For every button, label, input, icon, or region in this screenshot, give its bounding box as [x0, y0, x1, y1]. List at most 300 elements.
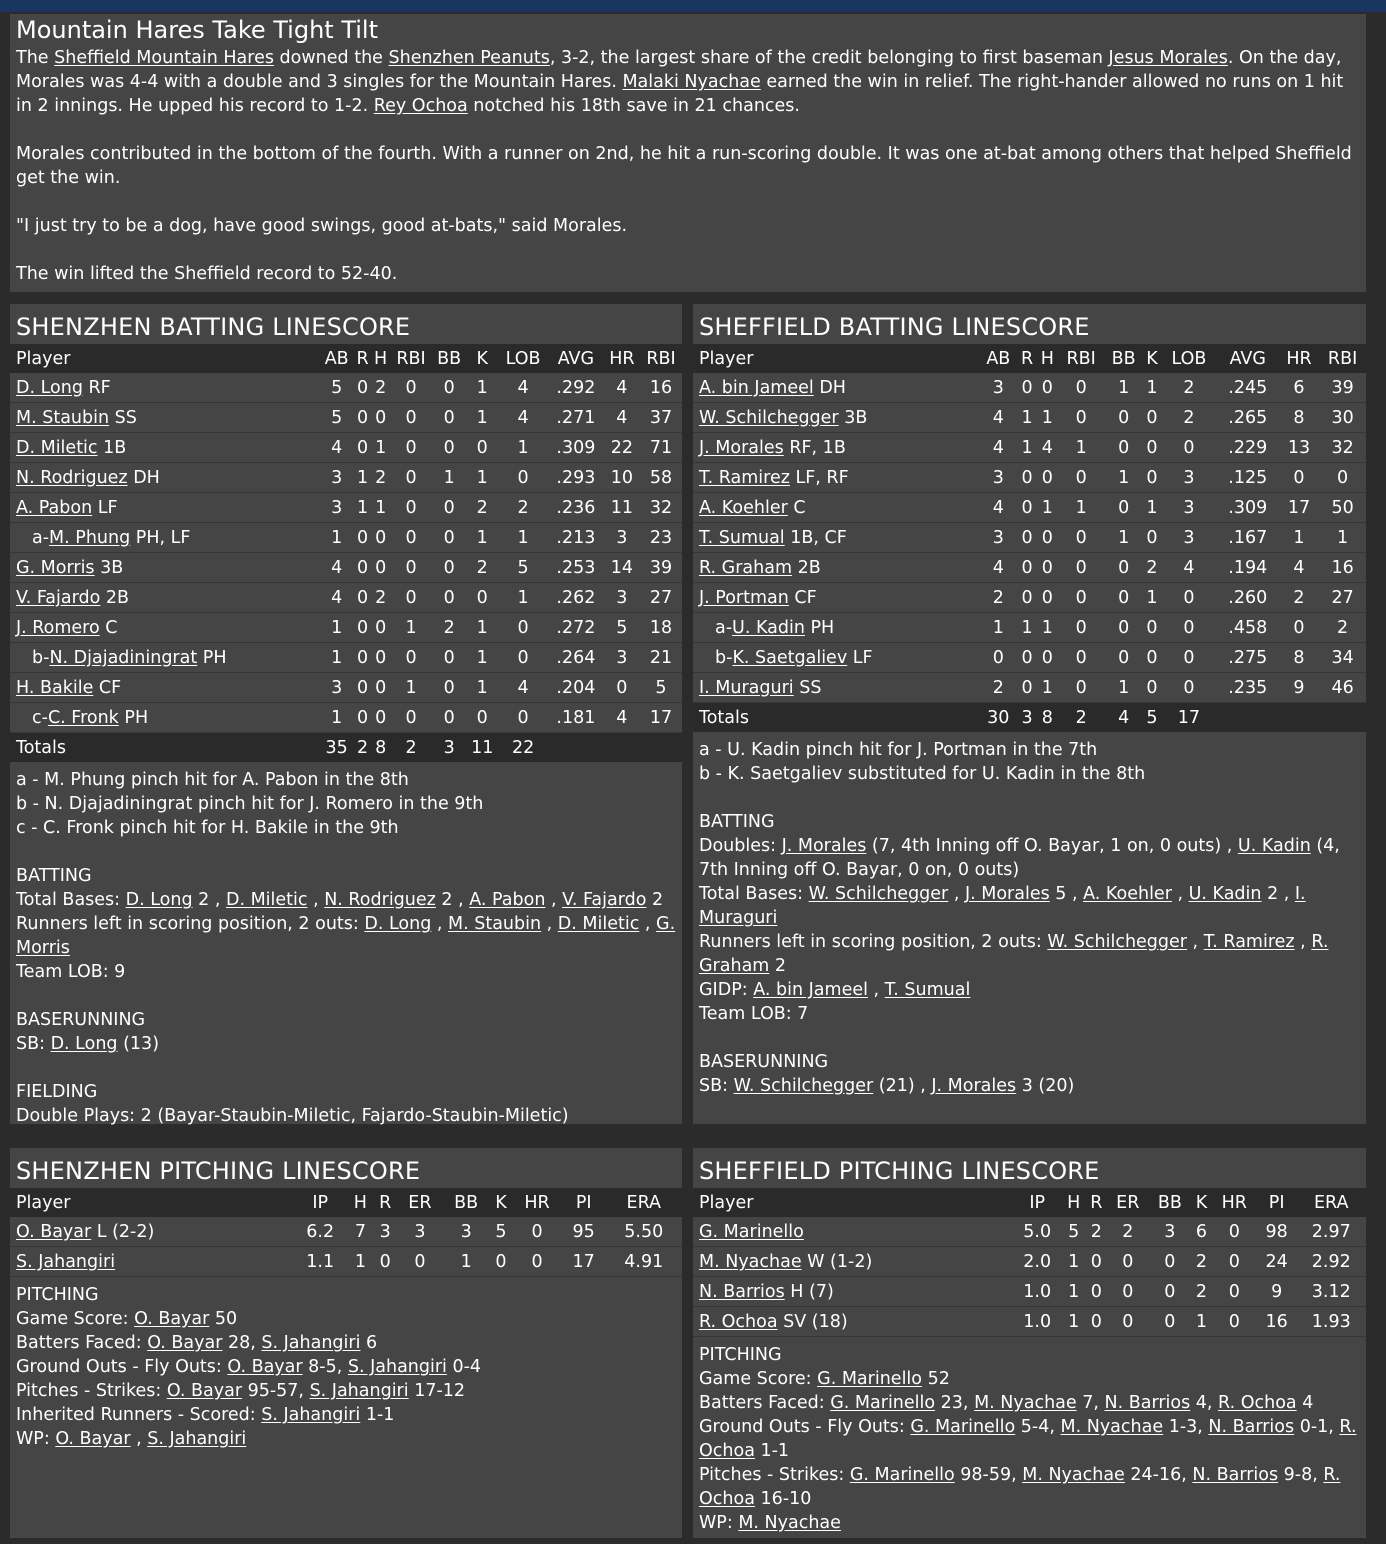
player-link[interactable]: S. Jahangiri [309, 1381, 409, 1401]
stat-cell: .293 [548, 463, 604, 493]
column-header[interactable]: R [373, 1188, 397, 1217]
text-run: 9-8, [1278, 1465, 1324, 1485]
spacer [16, 840, 676, 864]
player-link[interactable]: N. Rodriguez [324, 890, 436, 910]
player-link[interactable]: O. Bayar [134, 1309, 210, 1329]
player-link[interactable]: G. Marinello [849, 1465, 955, 1485]
player-link[interactable]: O. Bayar [147, 1333, 223, 1353]
column-header[interactable]: IP [293, 1188, 348, 1217]
player-link[interactable]: A. Koehler [1083, 884, 1172, 904]
stat-cell: 0 [354, 583, 371, 613]
text-run: , [130, 1429, 148, 1449]
text-run: 3 (20) [1016, 1076, 1075, 1096]
stat-cell: 3 [979, 523, 1017, 553]
player-link[interactable]: D. Long [50, 1034, 118, 1054]
player-position: SS [793, 677, 822, 698]
player-link[interactable]: A. Koehler [699, 497, 788, 518]
player-link[interactable]: R. Ochoa [699, 1311, 778, 1332]
column-header[interactable]: Player [693, 344, 979, 373]
stat-cell: 9 [1279, 673, 1319, 703]
stat-cell: 1 [1037, 613, 1058, 643]
stat-cell: 0 [1037, 643, 1058, 673]
player-link[interactable]: K. Saetgaliev [732, 647, 848, 668]
player-link[interactable]: M. Staubin [448, 914, 542, 934]
stat-cell: 0 [1212, 1217, 1257, 1247]
player-cell [10, 463, 320, 493]
column-header[interactable]: PI [562, 1188, 606, 1217]
column-header[interactable]: Player [693, 1188, 1012, 1217]
stat-cell: 0 [354, 403, 371, 433]
player-link[interactable]: J. Portman [699, 587, 789, 608]
stat-cell: .167 [1217, 523, 1279, 553]
player-link[interactable]: N. Rodriguez [16, 467, 128, 488]
column-header[interactable]: K [1191, 1188, 1211, 1217]
column-header[interactable]: Player [10, 1188, 293, 1217]
stat-cell: 2 [1319, 613, 1366, 643]
note-line [699, 1050, 1360, 1074]
text-run: Runners left in scoring position, 2 outs: [699, 932, 1048, 952]
player-link[interactable]: J. Morales [931, 1076, 1017, 1096]
stat-cell: 0 [1143, 463, 1161, 493]
note-line [16, 816, 676, 840]
player-position: PH [118, 707, 149, 728]
text-run: 1-1 [360, 1405, 395, 1425]
player-link[interactable]: M. Staubin [16, 407, 110, 428]
column-header[interactable]: K [490, 1188, 513, 1217]
column-header[interactable]: R [1085, 1188, 1107, 1217]
column-header[interactable]: IP [1012, 1188, 1062, 1217]
text-run: 4 [1296, 1393, 1314, 1413]
player-position: C [787, 497, 806, 518]
player-link[interactable]: V. Fajardo [16, 587, 101, 608]
stat-cell: 39 [640, 553, 682, 583]
player-position: DH [127, 467, 160, 488]
stat-cell: 0 [354, 433, 371, 463]
stat-cell: 1 [466, 613, 498, 643]
column-header[interactable]: H [347, 1188, 373, 1217]
stat-cell: 3 [1161, 463, 1217, 493]
table-row [693, 493, 1366, 523]
player-link[interactable]: N. Djajadiningrat [49, 647, 198, 668]
stat-cell: 1 [1037, 493, 1058, 523]
player-link[interactable]: D. Long [364, 914, 432, 934]
stat-cell: 1 [320, 703, 354, 733]
player-link[interactable]: S. Jahangiri [147, 1429, 247, 1449]
column-header[interactable]: HR [1279, 344, 1319, 373]
stat-cell: 0 [397, 1247, 443, 1277]
column-header[interactable]: RBI [390, 344, 432, 373]
player-link[interactable]: T. Ramirez [1203, 932, 1295, 952]
text-run: 4, [1190, 1393, 1219, 1413]
column-header[interactable]: K [1143, 344, 1161, 373]
player-link[interactable]: G. Marinello [699, 1221, 804, 1242]
column-header[interactable]: AB [979, 344, 1017, 373]
column-header[interactable]: H [371, 344, 390, 373]
table-row [10, 523, 682, 553]
column-header[interactable]: LOB [498, 344, 548, 373]
player-position: 2B [792, 557, 821, 578]
player-link[interactable]: R. Ochoa [699, 1465, 1341, 1509]
stat-cell: 27 [640, 583, 682, 613]
player-cell [10, 583, 320, 613]
table-header-row [693, 1188, 1366, 1217]
stat-cell: .194 [1217, 553, 1279, 583]
player-cell [693, 463, 979, 493]
column-header[interactable]: Player [10, 344, 320, 373]
sheffield-pitching-title: SHEFFIELD PITCHING LINESCORE [699, 1157, 1100, 1185]
player-cell [693, 553, 979, 583]
player-link[interactable]: R. Graham [699, 932, 1329, 976]
column-header[interactable]: AVG [548, 344, 604, 373]
stat-cell: 0 [432, 523, 466, 553]
player-link[interactable]: M. Nyachae [1022, 1465, 1125, 1485]
column-header[interactable]: HR [604, 344, 640, 373]
text-run: 1-3, [1163, 1417, 1209, 1437]
column-header[interactable]: HR [512, 1188, 562, 1217]
player-link[interactable]: Malaki Nyachae [622, 72, 761, 92]
stat-cell: 1.0 [1012, 1277, 1062, 1307]
player-link[interactable]: N. Barrios [1192, 1465, 1279, 1485]
player-link[interactable]: O. Bayar [227, 1357, 303, 1377]
stat-cell: 22 [604, 433, 640, 463]
spacer [16, 1056, 676, 1080]
player-link[interactable]: N. Barrios [1104, 1393, 1191, 1413]
column-header[interactable]: AVG [1217, 344, 1279, 373]
note-line [16, 1355, 676, 1379]
player-link[interactable]: I. Muraguri [699, 884, 1306, 928]
stat-cell: 17 [562, 1247, 606, 1277]
stat-cell: 1 [466, 673, 498, 703]
stat-cell: 0 [1105, 643, 1143, 673]
stat-cell: 0 [1058, 403, 1105, 433]
column-header[interactable]: RBI [640, 344, 682, 373]
stat-cell: 0 [1143, 613, 1161, 643]
stat-cell: 0 [1085, 1307, 1107, 1337]
sheffield-pitching-notes [693, 1337, 1366, 1535]
stat-cell: .265 [1217, 403, 1279, 433]
table-row [693, 463, 1366, 493]
player-position: 1B, CF [784, 527, 847, 548]
spacer [699, 1026, 1360, 1050]
player-link[interactable]: D. Miletic [557, 914, 640, 934]
player-link[interactable]: G. Morris [16, 914, 676, 958]
stat-cell: 1 [466, 643, 498, 673]
stat-cell: 0 [1058, 583, 1105, 613]
column-header[interactable]: ER [397, 1188, 443, 1217]
stat-cell: 3.12 [1297, 1277, 1367, 1307]
player-position: H (7) [784, 1281, 834, 1302]
player-link[interactable]: D. Miletic [16, 437, 98, 458]
text-run: Total Bases: [16, 890, 126, 910]
player-link[interactable]: A. bin Jameel [699, 377, 814, 398]
stat-cell: 0 [1017, 493, 1036, 523]
text-run: Runners left in scoring position, 2 outs: [16, 914, 365, 934]
player-link[interactable]: M. Nyachae [974, 1393, 1077, 1413]
text-run: 5 , [1049, 884, 1084, 904]
player-link[interactable]: U. Kadin [1188, 884, 1262, 904]
player-link[interactable]: M. Nyachae [699, 1251, 802, 1272]
column-header[interactable]: RBI [1058, 344, 1105, 373]
stat-cell: 5 [640, 673, 682, 703]
column-header[interactable]: ER [1107, 1188, 1148, 1217]
stat-cell: 2 [371, 373, 390, 403]
column-header[interactable]: RBI [1319, 344, 1366, 373]
player-link[interactable]: S. Jahangiri [261, 1333, 361, 1353]
table-row [10, 673, 682, 703]
player-link[interactable]: R. Ochoa [699, 1417, 1357, 1461]
player-link[interactable]: M. Phung [49, 527, 131, 548]
stat-cell: 1 [320, 613, 354, 643]
stat-cell: 4 [604, 703, 640, 733]
player-cell [693, 1217, 1012, 1247]
totals-cell: 35 [320, 733, 354, 763]
column-header[interactable]: BB [1148, 1188, 1191, 1217]
player-position: CF [788, 587, 817, 608]
player-cell [10, 493, 320, 523]
stat-cell: 7 [347, 1217, 373, 1247]
player-cell [10, 523, 320, 553]
stat-cell: 23 [640, 523, 682, 553]
player-link[interactable]: R. Graham [699, 557, 793, 578]
player-link[interactable]: D. Long [125, 890, 193, 910]
player-position: 1B [97, 437, 127, 458]
text-run: Total Bases: [699, 884, 809, 904]
player-link[interactable]: Shenzhen Peanuts [388, 48, 550, 68]
player-link[interactable]: U. Kadin [1237, 836, 1311, 856]
text-run: 52 [922, 1369, 950, 1389]
player-link[interactable]: S. Jahangiri [16, 1251, 116, 1272]
stat-cell: 0 [1037, 373, 1058, 403]
stat-cell: 4.91 [606, 1247, 682, 1277]
stat-cell: 0 [354, 553, 371, 583]
stat-cell: 9 [1257, 1277, 1297, 1307]
stat-cell: .204 [548, 673, 604, 703]
stat-cell: 1 [498, 583, 548, 613]
stat-cell: 0 [432, 703, 466, 733]
totals-cell [640, 733, 682, 763]
note-line [699, 1511, 1360, 1535]
player-link[interactable]: A. bin Jameel [753, 980, 868, 1000]
stat-cell: 0 [1037, 523, 1058, 553]
column-header[interactable]: AB [320, 344, 354, 373]
stat-cell: 0 [1279, 613, 1319, 643]
stat-cell: 0 [466, 433, 498, 463]
stat-cell: 4 [320, 583, 354, 613]
shenzhen-batting-notes [10, 762, 682, 1128]
stat-cell: .271 [548, 403, 604, 433]
player-cell [693, 613, 979, 643]
stat-cell: 2 [1143, 553, 1161, 583]
stat-cell: 4 [979, 433, 1017, 463]
player-link[interactable]: D. Long [16, 377, 83, 398]
player-link[interactable]: M. Nyachae [1060, 1417, 1164, 1437]
column-header[interactable]: H [1062, 1188, 1085, 1217]
player-link[interactable]: Rey Ochoa [373, 96, 468, 116]
text-run: , [948, 884, 965, 904]
stat-cell: 2 [371, 463, 390, 493]
player-link[interactable]: C. Fronk [47, 707, 119, 728]
stat-cell: 1 [320, 643, 354, 673]
stat-cell: 3 [979, 373, 1017, 403]
player-link[interactable]: W. Schilchegger [808, 884, 949, 904]
player-link[interactable]: R. Ochoa [1218, 1393, 1297, 1413]
column-header[interactable]: HR [1212, 1188, 1257, 1217]
shenzhen-batting-table [10, 344, 682, 762]
player-link[interactable]: Jesus Morales [1108, 48, 1228, 68]
stat-cell: 2 [979, 583, 1017, 613]
player-position: C [99, 617, 118, 638]
note-line [699, 930, 1360, 978]
stat-cell: 1 [1017, 403, 1036, 433]
stat-cell: 0 [390, 703, 432, 733]
player-link[interactable]: S. Jahangiri [261, 1405, 361, 1425]
player-link[interactable]: G. Morris [16, 557, 95, 578]
stat-cell: 17 [1279, 493, 1319, 523]
column-header[interactable]: ERA [1297, 1188, 1367, 1217]
stat-cell: 24 [1257, 1247, 1297, 1277]
player-link[interactable]: A. Pabon [469, 890, 546, 910]
stat-cell: 0 [1107, 1307, 1148, 1337]
text-run: notched his 18th save in 21 chances. [467, 96, 800, 116]
stat-cell: 0 [1212, 1307, 1257, 1337]
player-link[interactable]: I. Muraguri [699, 677, 794, 698]
table-row [693, 1247, 1366, 1277]
player-link[interactable]: U. Kadin [732, 617, 805, 638]
column-header[interactable]: BB [443, 1188, 490, 1217]
column-header[interactable]: BB [1105, 344, 1143, 373]
player-link[interactable]: N. Barrios [699, 1281, 785, 1302]
stat-cell: 2 [466, 493, 498, 523]
stat-cell: 30 [1319, 403, 1366, 433]
player-link[interactable]: N. Barrios [1208, 1417, 1295, 1437]
stat-cell: .309 [548, 433, 604, 463]
stat-cell: 3 [397, 1217, 443, 1247]
stat-cell: 3 [443, 1217, 490, 1247]
stat-cell: 3 [1161, 523, 1217, 553]
column-header[interactable]: K [466, 344, 498, 373]
totals-row [693, 703, 1366, 733]
text-run: 17-12 [408, 1381, 466, 1401]
stat-cell: 0 [1107, 1247, 1148, 1277]
stat-cell: 4 [1161, 553, 1217, 583]
player-link[interactable]: T. Ramirez [699, 467, 790, 488]
stat-cell: 0 [1017, 673, 1036, 703]
text-run: 5-4, [1015, 1417, 1061, 1437]
stat-cell: 2 [466, 553, 498, 583]
stat-cell: 0 [371, 403, 390, 433]
player-link[interactable]: J. Morales [781, 836, 867, 856]
note-line [16, 1080, 676, 1104]
column-header[interactable]: LOB [1161, 344, 1217, 373]
player-link[interactable]: J. Morales [699, 437, 784, 458]
text-run: Batters Faced: [16, 1333, 148, 1353]
totals-cell: 4 [1105, 703, 1143, 733]
stat-cell: 0 [432, 373, 466, 403]
stat-cell: 1 [320, 523, 354, 553]
stat-cell: 46 [1319, 673, 1366, 703]
player-link[interactable]: M. Nyachae [738, 1513, 841, 1533]
player-link[interactable]: T. Sumual [884, 980, 971, 1000]
player-link[interactable]: H. Bakile [16, 677, 94, 698]
text-run: SB: [699, 1076, 734, 1096]
column-header[interactable]: PI [1257, 1188, 1297, 1217]
player-cell [10, 403, 320, 433]
totals-cell: 3 [1017, 703, 1036, 733]
stat-cell: 1 [466, 523, 498, 553]
totals-cell: 2 [390, 733, 432, 763]
sub-prefix: a- [32, 527, 50, 548]
text-run: 7, [1076, 1393, 1105, 1413]
stat-cell: 0 [390, 403, 432, 433]
stat-cell: 1.1 [293, 1247, 348, 1277]
text-run: 2 , [435, 890, 470, 910]
stat-cell: 6 [1279, 373, 1319, 403]
stat-cell: 0 [1148, 1277, 1191, 1307]
player-link[interactable]: O. Bayar [16, 1221, 92, 1242]
stat-cell: 16 [1257, 1307, 1297, 1337]
text-run: BATTING [699, 812, 775, 832]
player-link[interactable]: V. Fajardo [562, 890, 647, 910]
player-link[interactable]: T. Sumual [699, 527, 785, 548]
table-row [693, 403, 1366, 433]
column-header[interactable]: H [1037, 344, 1058, 373]
stat-cell: .262 [548, 583, 604, 613]
stat-cell: 1 [498, 523, 548, 553]
text-run: 95-57, [242, 1381, 310, 1401]
stat-cell: 2 [1161, 373, 1217, 403]
player-link[interactable]: O. Bayar [55, 1429, 131, 1449]
totals-cell: 2 [354, 733, 371, 763]
column-header[interactable]: R [1017, 344, 1036, 373]
text-run: (4, 7th Inning off O. Bayar, 0 on, 0 outs) [699, 836, 1340, 880]
player-link[interactable]: A. Pabon [16, 497, 93, 518]
player-link[interactable]: J. Morales [964, 884, 1050, 904]
sub-prefix: b- [32, 647, 50, 668]
text-run: BATTING [16, 866, 92, 886]
stat-cell: 0 [1105, 403, 1143, 433]
text-run: 2 [769, 956, 787, 976]
player-link[interactable]: G. Marinello [817, 1369, 922, 1389]
totals-cell: 30 [979, 703, 1017, 733]
text-run: 0-4 [446, 1357, 482, 1377]
column-header[interactable]: ERA [606, 1188, 682, 1217]
player-link[interactable]: D. Miletic [225, 890, 308, 910]
note-line [16, 960, 676, 984]
column-header[interactable]: R [354, 344, 371, 373]
column-header[interactable]: BB [432, 344, 466, 373]
player-link[interactable]: J. Romero [16, 617, 100, 638]
text-run: (7, 4th Inning off O. Bayar, 1 on, 0 outs) , [866, 836, 1238, 856]
table-row [693, 523, 1366, 553]
stat-cell: 0 [1212, 1277, 1257, 1307]
player-link[interactable]: G. Marinello [830, 1393, 936, 1413]
player-link[interactable]: G. Marinello [910, 1417, 1016, 1437]
note-line [699, 1074, 1360, 1098]
text-run: 2 , [1261, 884, 1295, 904]
player-link[interactable]: W. Schilchegger [699, 407, 839, 428]
player-link[interactable]: O. Bayar [166, 1381, 243, 1401]
stat-cell: .236 [548, 493, 604, 523]
stat-cell: .275 [1217, 643, 1279, 673]
player-link[interactable]: S. Jahangiri [347, 1357, 447, 1377]
totals-cell: 2 [1058, 703, 1105, 733]
player-link[interactable]: Sheffield Mountain Hares [54, 48, 274, 68]
stat-cell: 4 [979, 403, 1017, 433]
player-link[interactable]: W. Schilchegger [1047, 932, 1187, 952]
player-link[interactable]: W. Schilchegger [733, 1076, 874, 1096]
player-cell [10, 703, 320, 733]
note-line [16, 888, 676, 912]
